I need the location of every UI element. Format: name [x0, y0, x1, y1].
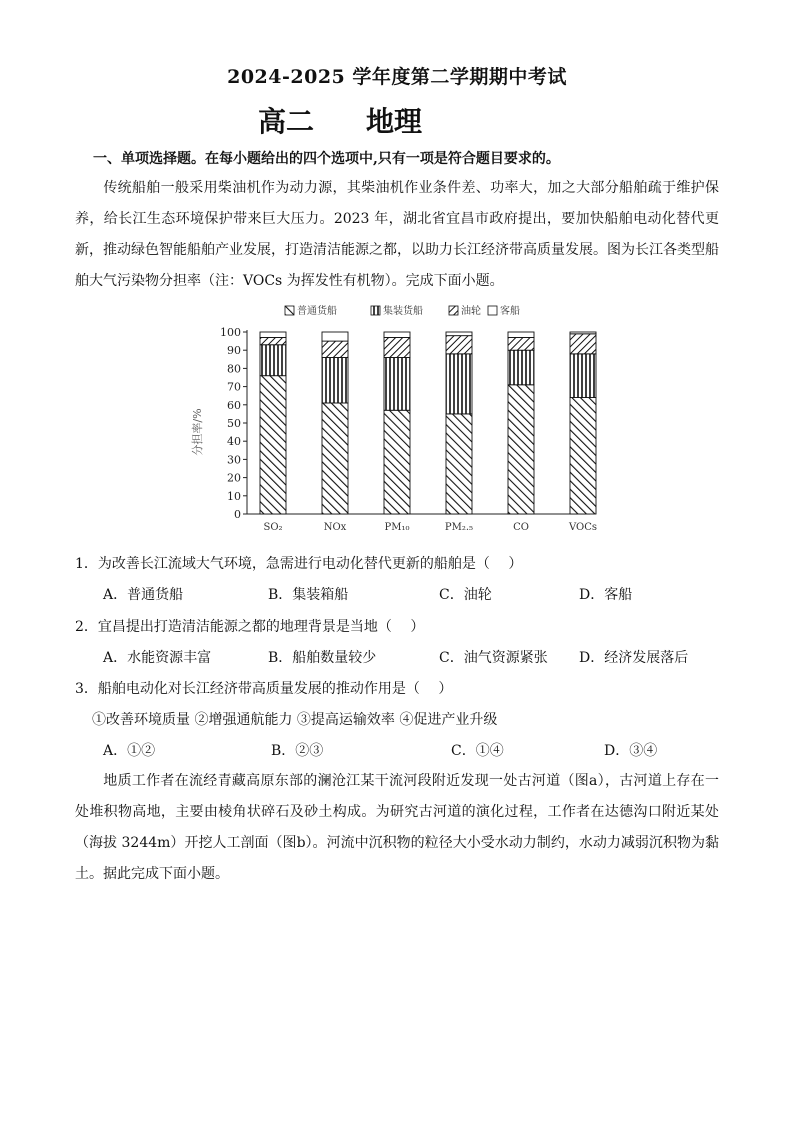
emission-share-chart: [185, 300, 605, 540]
bar-segment: [260, 337, 286, 344]
legend-swatch: [285, 306, 294, 315]
y-tick-label: 20: [227, 471, 241, 485]
q3-option-c[interactable]: C．①④: [451, 743, 504, 759]
bar-segment: [508, 350, 534, 385]
q3-stem: 3．船舶电动化对长江经济带高质量发展的推动作用是（ ）: [75, 681, 453, 697]
x-tick-label: NOx: [323, 522, 347, 533]
bar-segment: [260, 376, 286, 514]
bar-segment: [570, 334, 596, 354]
bar-segment: [508, 337, 534, 350]
bar-segment: [322, 341, 348, 357]
legend-label: 油轮: [461, 306, 481, 317]
q3-option-b[interactable]: B．②③: [271, 743, 324, 759]
chart-legend: [285, 304, 520, 317]
q2-stem: 2．宜昌提出打造清洁能源之都的地理背景是当地（ ）: [75, 619, 425, 635]
y-tick-label: 30: [227, 453, 241, 467]
bar-segment: [384, 357, 410, 410]
chart-bars: [260, 332, 597, 533]
bar-segment: [446, 414, 472, 514]
bar-segment: [570, 354, 596, 398]
y-tick-label: 70: [227, 380, 241, 394]
bar-segment: [260, 332, 286, 337]
x-tick-label: PM₂.₅: [444, 522, 474, 533]
legend-label: 客船: [500, 306, 520, 317]
y-tick-label: 60: [227, 398, 241, 412]
legend-swatch: [488, 306, 497, 315]
x-tick-label: VOCs: [568, 522, 598, 533]
y-tick-label: 100: [220, 326, 241, 339]
y-tick-label: 0: [234, 508, 241, 521]
legend-label: 普通货船: [297, 306, 337, 317]
q3-items: ①改善环境质量 ②增强通航能力 ③提高运输效率 ④促进产业升级: [92, 712, 498, 728]
legend-swatch: [449, 306, 458, 315]
y-tick-label: 10: [227, 489, 241, 503]
subject-label: 地理: [366, 105, 423, 138]
bar-segment: [384, 337, 410, 357]
passage-1-text: 传统船舶一般采用柴油机作为动力源，其柴油机作业条件差、功率大，加之大部分船舶疏于维护保养，给长江生态环境保护带来巨大压力。2023 年，湖北省宜昌市政府提出，要加快船舶电动化替代更新，推动绿色智能船舶产业发展，打造清洁能源之都，以助力长江经济带高质量发展。图为长江各类型船舶大气污染物分担率（注：VOCs 为挥发性有机物）。完成下面小题。: [75, 180, 719, 289]
y-tick-label: 80: [227, 362, 241, 376]
passage-2-text: 地质工作者在流经青藏高原东部的澜沧江某干流河段附近发现一处古河道（图a），古河道上存在一处堆积物高地，主要由棱角状碎石及砂土构成。为研究古河道的演化过程，工作者在达德沟口附近某处（海拔 3244m）开挖人工剖面（图b）。河流中沉积物的粒径大小受水动力制约，水动力减弱沉积物为黏土。据此完成下面小题。: [75, 773, 719, 882]
exam-title: 2024-2025 学年度第二学期期中考试: [227, 66, 567, 88]
bar-segment: [322, 403, 348, 514]
bar-segment: [384, 410, 410, 514]
q2-option-c[interactable]: C．油气资源紧张: [439, 650, 548, 666]
q2-option-b[interactable]: B．船舶数量较少: [268, 650, 377, 666]
bar-segment: [570, 398, 596, 514]
x-tick-label: SO₂: [263, 522, 283, 533]
q2-option-a[interactable]: A．水能资源丰富: [103, 650, 212, 666]
legend-label: 集装货船: [383, 306, 423, 317]
bar-segment: [446, 336, 472, 354]
section-title: 一、单项选择题。在每小题给出的四个选项中,只有一项是符合题目要求的。: [93, 151, 560, 167]
bar-segment: [384, 332, 410, 337]
bar-segment: [322, 332, 348, 341]
q2-option-d[interactable]: D．经济发展落后: [579, 650, 689, 666]
legend-swatch: [371, 306, 380, 315]
grade-label: 高二: [258, 105, 315, 138]
bar-segment: [570, 332, 596, 334]
bar-segment: [508, 332, 534, 337]
bar-segment: [446, 332, 472, 336]
bar-segment: [508, 385, 534, 514]
q1-option-b[interactable]: B．集装箱船: [268, 587, 349, 603]
passage-1: [75, 173, 719, 297]
course-title: [258, 100, 474, 140]
passage-2: [75, 766, 719, 890]
y-tick-label: 50: [227, 417, 241, 430]
x-tick-label: CO: [513, 522, 529, 533]
y-axis-label: 分担率/%: [191, 408, 204, 456]
y-tick-label: 90: [227, 344, 241, 358]
q1-stem: 1．为改善长江流域大气环境，急需进行电动化替代更新的船舶是（ ）: [75, 556, 523, 572]
q1-option-c[interactable]: C．油轮: [439, 587, 492, 603]
bar-segment: [446, 354, 472, 414]
q3-option-a[interactable]: A．①②: [103, 743, 156, 759]
x-tick-label: PM₁₀: [384, 522, 410, 533]
q1-option-a[interactable]: A．普通货船: [103, 587, 184, 603]
q3-option-d[interactable]: D．③④: [604, 743, 658, 759]
bar-segment: [322, 357, 348, 402]
q1-option-d[interactable]: D．客船: [579, 587, 633, 603]
bar-segment: [260, 345, 286, 376]
y-tick-label: 40: [227, 435, 241, 449]
